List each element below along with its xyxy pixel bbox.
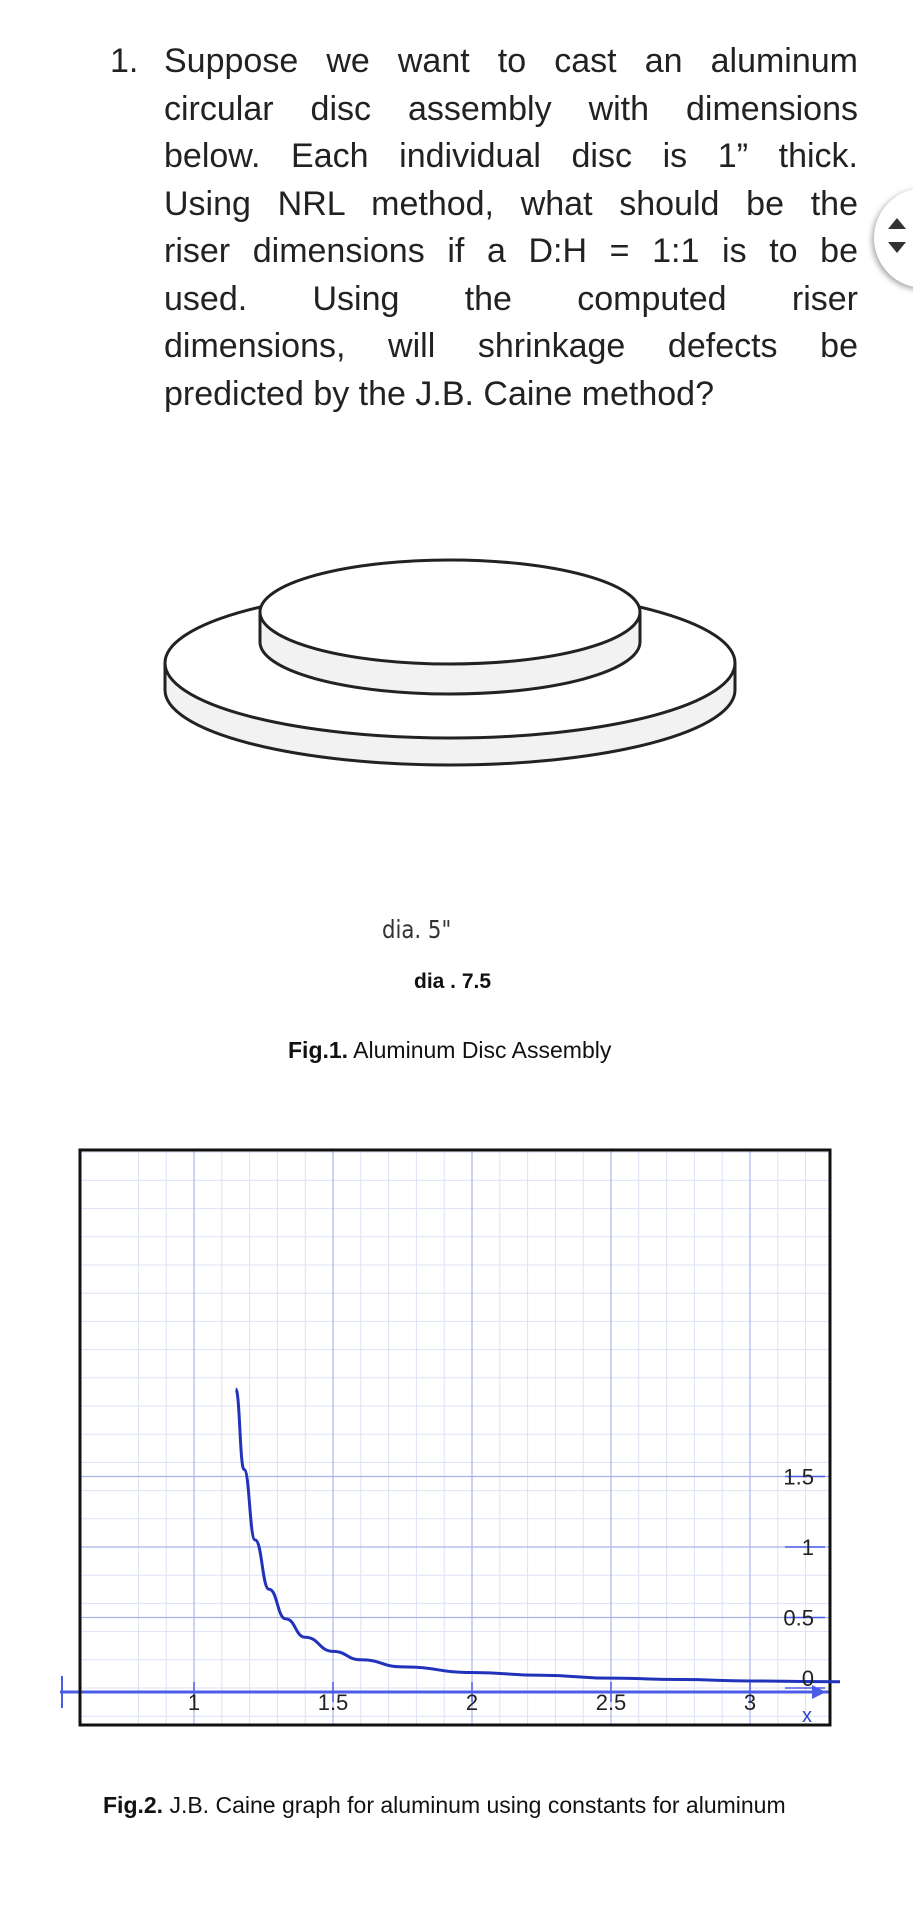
- x-tick-label: 3: [743, 1690, 757, 1715]
- disc-assembly-illustration: [150, 520, 750, 820]
- small-disc-top: [260, 560, 640, 664]
- figure1-caption-text: Aluminum Disc Assembly: [348, 1037, 612, 1063]
- dia-small-label: dia. 5": [382, 915, 452, 944]
- figure1-caption: [288, 1037, 611, 1064]
- x-tick-label: 2.5: [595, 1690, 627, 1715]
- question-line: predicted by the J.B. Caine method?: [164, 374, 714, 413]
- y-tick-label: 1.5: [783, 1464, 814, 1490]
- question-line: Suppose we want to cast an aluminum: [164, 42, 858, 80]
- y-tick-label: 0: [801, 1666, 814, 1691]
- question-line: used. Using the computed riser: [164, 279, 858, 318]
- y-tick-label: 1: [801, 1535, 814, 1560]
- dia-large-label: dia . 7.5: [414, 970, 492, 993]
- question-line: riser dimensions if a D:H = 1:1 is to be: [164, 232, 858, 270]
- x-tick-label: 2: [465, 1690, 479, 1715]
- caret-down-icon[interactable]: [888, 242, 906, 253]
- question-number: 1.: [110, 42, 139, 80]
- plot-background: [80, 1150, 830, 1725]
- figure2-caption: [103, 1792, 786, 1819]
- question-line: Using NRL method, what should be the: [164, 184, 858, 223]
- x-tick-label: 1.5: [317, 1690, 349, 1715]
- question-line: circular disc assembly with dimensions: [164, 89, 858, 128]
- caine-chart: [50, 1140, 840, 1740]
- question-text: [164, 38, 858, 418]
- scroll-control[interactable]: [874, 188, 913, 288]
- question-line: below. Each individual disc is 1” thick.: [164, 137, 858, 175]
- figure2-caption-text: J.B. Caine graph for aluminum using constants for aluminum: [163, 1792, 786, 1818]
- y-tick-label: 0.5: [783, 1605, 814, 1631]
- figure2-caption-label: Fig.2.: [103, 1792, 164, 1818]
- caret-up-icon[interactable]: [888, 218, 906, 229]
- x-tick-label: 1: [187, 1690, 201, 1715]
- question-line: dimensions, will shrinkage defects be: [164, 327, 858, 365]
- figure1-caption-label: Fig.1.: [288, 1037, 349, 1063]
- x-axis-label: x: [802, 1705, 812, 1727]
